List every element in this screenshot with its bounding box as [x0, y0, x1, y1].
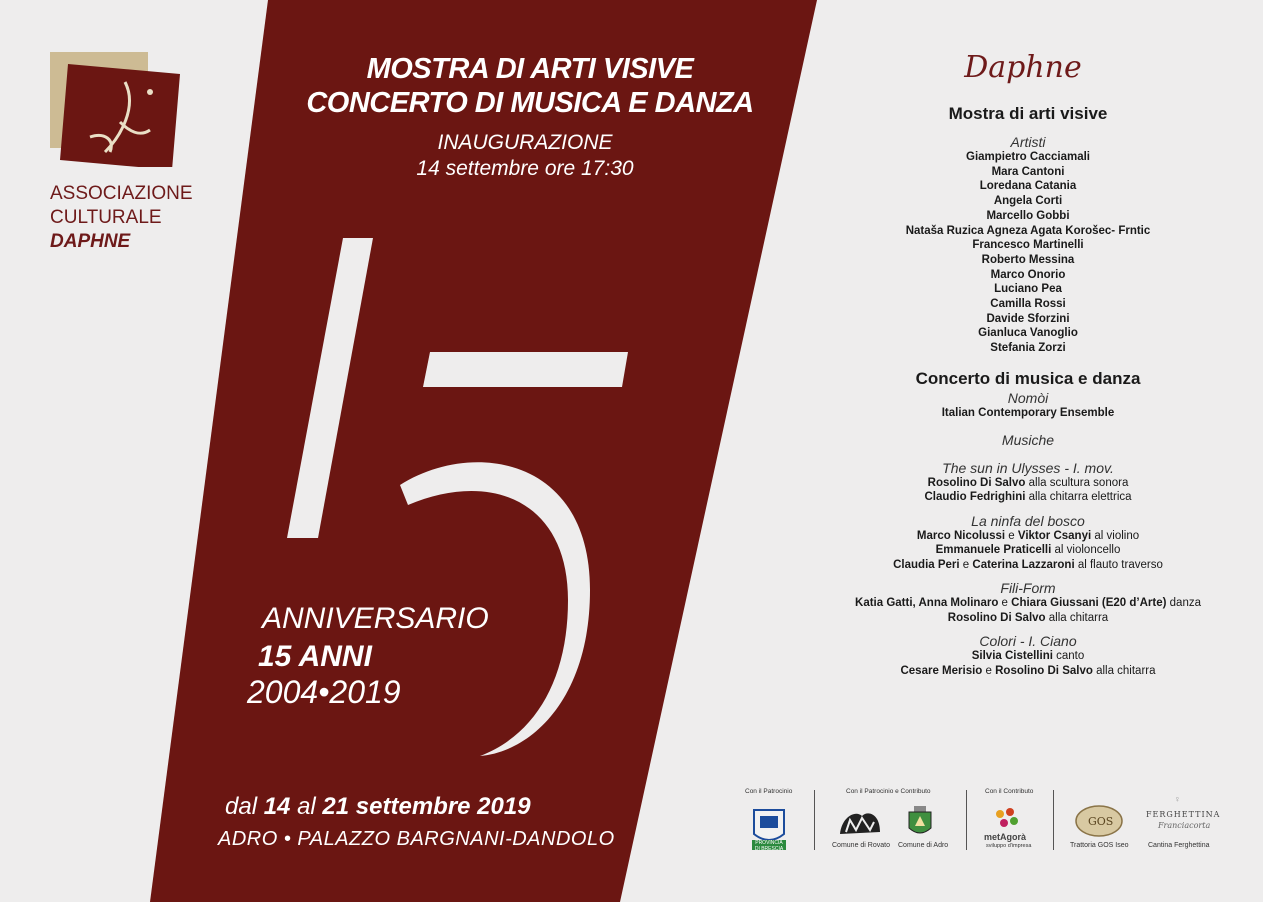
performer-role: alla chitarra elettrica — [1025, 491, 1132, 504]
ferghettina-glasses-icon: ♀ — [1174, 794, 1181, 804]
brand-title: Daphne — [964, 50, 1082, 85]
piece-block — [800, 580, 1256, 625]
artists-label: Artisti — [1010, 134, 1046, 150]
performer-names: Rosolino Di Salvo — [927, 476, 1026, 489]
sponsors-bar — [740, 788, 1220, 858]
performer-line — [800, 543, 1256, 558]
performer-names: Viktor Csanyi — [1017, 529, 1092, 542]
performer-line — [800, 558, 1256, 573]
performer-line — [800, 649, 1256, 664]
performer-role: e — [1005, 529, 1018, 542]
performer-role: alla chitarra — [1092, 664, 1156, 677]
performer-line — [800, 596, 1256, 611]
performer-role: al violino — [1091, 529, 1140, 542]
artist-name: Nataša Ruzica Agneza Agata Korošec- Frntic — [905, 224, 1151, 237]
performer-names: Emmanuele Praticelli — [935, 544, 1052, 557]
caption-patrocinio: Con il Patrocinio — [745, 788, 793, 795]
event-title — [300, 52, 760, 120]
inauguration-block — [350, 130, 700, 182]
artist-name: Stefania Zorzi — [990, 342, 1066, 355]
exhibition-heading: Mostra di arti visive — [948, 104, 1108, 123]
association-name — [50, 182, 193, 254]
performer-names: Caterina Lazzaroni — [972, 558, 1075, 571]
dates-pre: dal — [225, 793, 264, 820]
music-label: Musiche — [1001, 431, 1055, 448]
piece-list — [800, 460, 1256, 679]
metagora-name: metAgorà — [984, 832, 1027, 842]
performer-role: alla chitarra — [1045, 611, 1109, 624]
artist-name: Marcello Gobbi — [986, 209, 1070, 222]
performer-names: Katia Gatti, Anna Molinaro — [855, 597, 999, 610]
association-line1: ASSOCIAZIONE — [50, 183, 193, 204]
performer-line — [800, 611, 1256, 626]
inauguration-label: INAUGURAZIONE — [437, 131, 613, 154]
ensemble-name: Italian Contemporary Ensemble — [941, 406, 1115, 419]
performer-role: al violoncello — [1051, 544, 1121, 557]
performer-names: Claudio Fedrighini — [924, 491, 1026, 504]
performer-names: Rosolino Di Salvo — [995, 664, 1093, 677]
piece-block — [800, 460, 1256, 505]
performer-line — [800, 529, 1256, 544]
event-venue: ADRO • PALAZZO BARGNANI-DANDOLO — [218, 828, 615, 850]
title-line2: CONCERTO DI MUSICA E DANZA — [306, 87, 754, 119]
provincia-name: PROVINCIA DI BRESCIA — [754, 840, 784, 852]
artist-name: Mara Cantoni — [991, 165, 1065, 178]
artist-name: Angela Corti — [993, 195, 1063, 208]
performer-names: Claudia Peri — [893, 558, 960, 571]
anniversary-label: ANNIVERSARIO — [262, 602, 489, 635]
inauguration-time: 14 settembre ore 17:30 — [416, 157, 634, 180]
adro-crest — [906, 806, 934, 840]
program-column — [800, 50, 1256, 678]
artist-name: Giampietro Cacciamali — [966, 151, 1090, 163]
ferghettina-sub: Franciacorta — [1158, 821, 1211, 830]
numeral-five-bar — [423, 352, 628, 387]
rovato-name: Comune di Rovato — [832, 842, 890, 849]
performer-names: Rosolino Di Salvo — [947, 611, 1046, 624]
performer-role: canto — [1052, 650, 1085, 663]
title-line1: MOSTRA DI ARTI VISIVE — [366, 53, 694, 85]
rovato-crest — [836, 806, 884, 840]
performer-role: e — [959, 558, 973, 571]
artist-name: Francesco Martinelli — [972, 239, 1084, 252]
caption-contributo: Con il Contributo — [985, 788, 1034, 795]
artist-name: Loredana Catania — [979, 180, 1077, 193]
association-line2: CULTURALE — [50, 207, 162, 228]
divider — [814, 790, 815, 850]
performer-names: Cesare Merisio — [900, 664, 983, 677]
adro-name: Comune di Adro — [898, 842, 949, 849]
performer-line — [800, 490, 1256, 505]
concert-heading: Concerto di musica e danza — [915, 368, 1141, 388]
performer-role: alla scultura sonora — [1025, 476, 1129, 489]
artist-list — [800, 150, 1256, 356]
ferghettina-logo: FERGHETTINA — [1146, 810, 1221, 819]
metagora-logo — [992, 806, 1022, 832]
anniversary-span: 2004•2019 — [247, 674, 401, 710]
association-line3: DAPHNE — [50, 231, 131, 252]
gos-text: GOS — [1088, 815, 1114, 828]
piece-title: La ninfa del bosco — [971, 512, 1085, 529]
performer-line — [800, 664, 1256, 679]
performer-role: al flauto traverso — [1074, 558, 1163, 571]
artist-name: Roberto Messina — [981, 253, 1075, 266]
performer-names: Marco Nicolussi — [916, 529, 1006, 542]
association-logo — [50, 52, 180, 167]
artist-name: Marco Onorio — [990, 268, 1066, 281]
caption-patrocinio-contributo: Con il Patrocinio e Contributo — [846, 788, 931, 795]
performer-line — [800, 476, 1256, 491]
artist-name: Luciano Pea — [994, 283, 1062, 296]
piece-title: The sun in Ulysses - I. mov. — [942, 459, 1114, 476]
performer-names: Silvia Cistellini — [971, 650, 1053, 663]
performer-role: e — [998, 597, 1012, 610]
piece-title: Fili-Form — [1000, 580, 1056, 597]
artist-name: Gianluca Vanoglio — [978, 327, 1078, 340]
date-to: 21 settembre 2019 — [322, 793, 531, 820]
performer-role: danza — [1166, 597, 1201, 610]
dates-mid: al — [290, 793, 323, 820]
divider — [1053, 790, 1054, 850]
piece-title: Colori - I. Ciano — [979, 633, 1077, 650]
gos-name: Trattoria GOS Iseo — [1070, 842, 1129, 849]
performer-role: e — [982, 664, 996, 677]
artist-name: Camilla Rossi — [990, 298, 1066, 311]
ferghettina-name: Cantina Ferghettina — [1148, 842, 1210, 849]
ensemble-label: Nomòi — [1007, 389, 1049, 406]
date-from: 14 — [263, 793, 291, 820]
metagora-sub: sviluppo d'impresa — [986, 843, 1032, 849]
piece-block — [800, 633, 1256, 678]
anniversary-years: 15 ANNI — [258, 640, 372, 673]
performer-names: Chiara Giussani (E20 d’Arte) — [1011, 597, 1167, 610]
artist-name: Davide Sforzini — [986, 312, 1070, 325]
piece-block — [800, 513, 1256, 573]
divider — [966, 790, 967, 850]
event-dates — [225, 793, 531, 821]
